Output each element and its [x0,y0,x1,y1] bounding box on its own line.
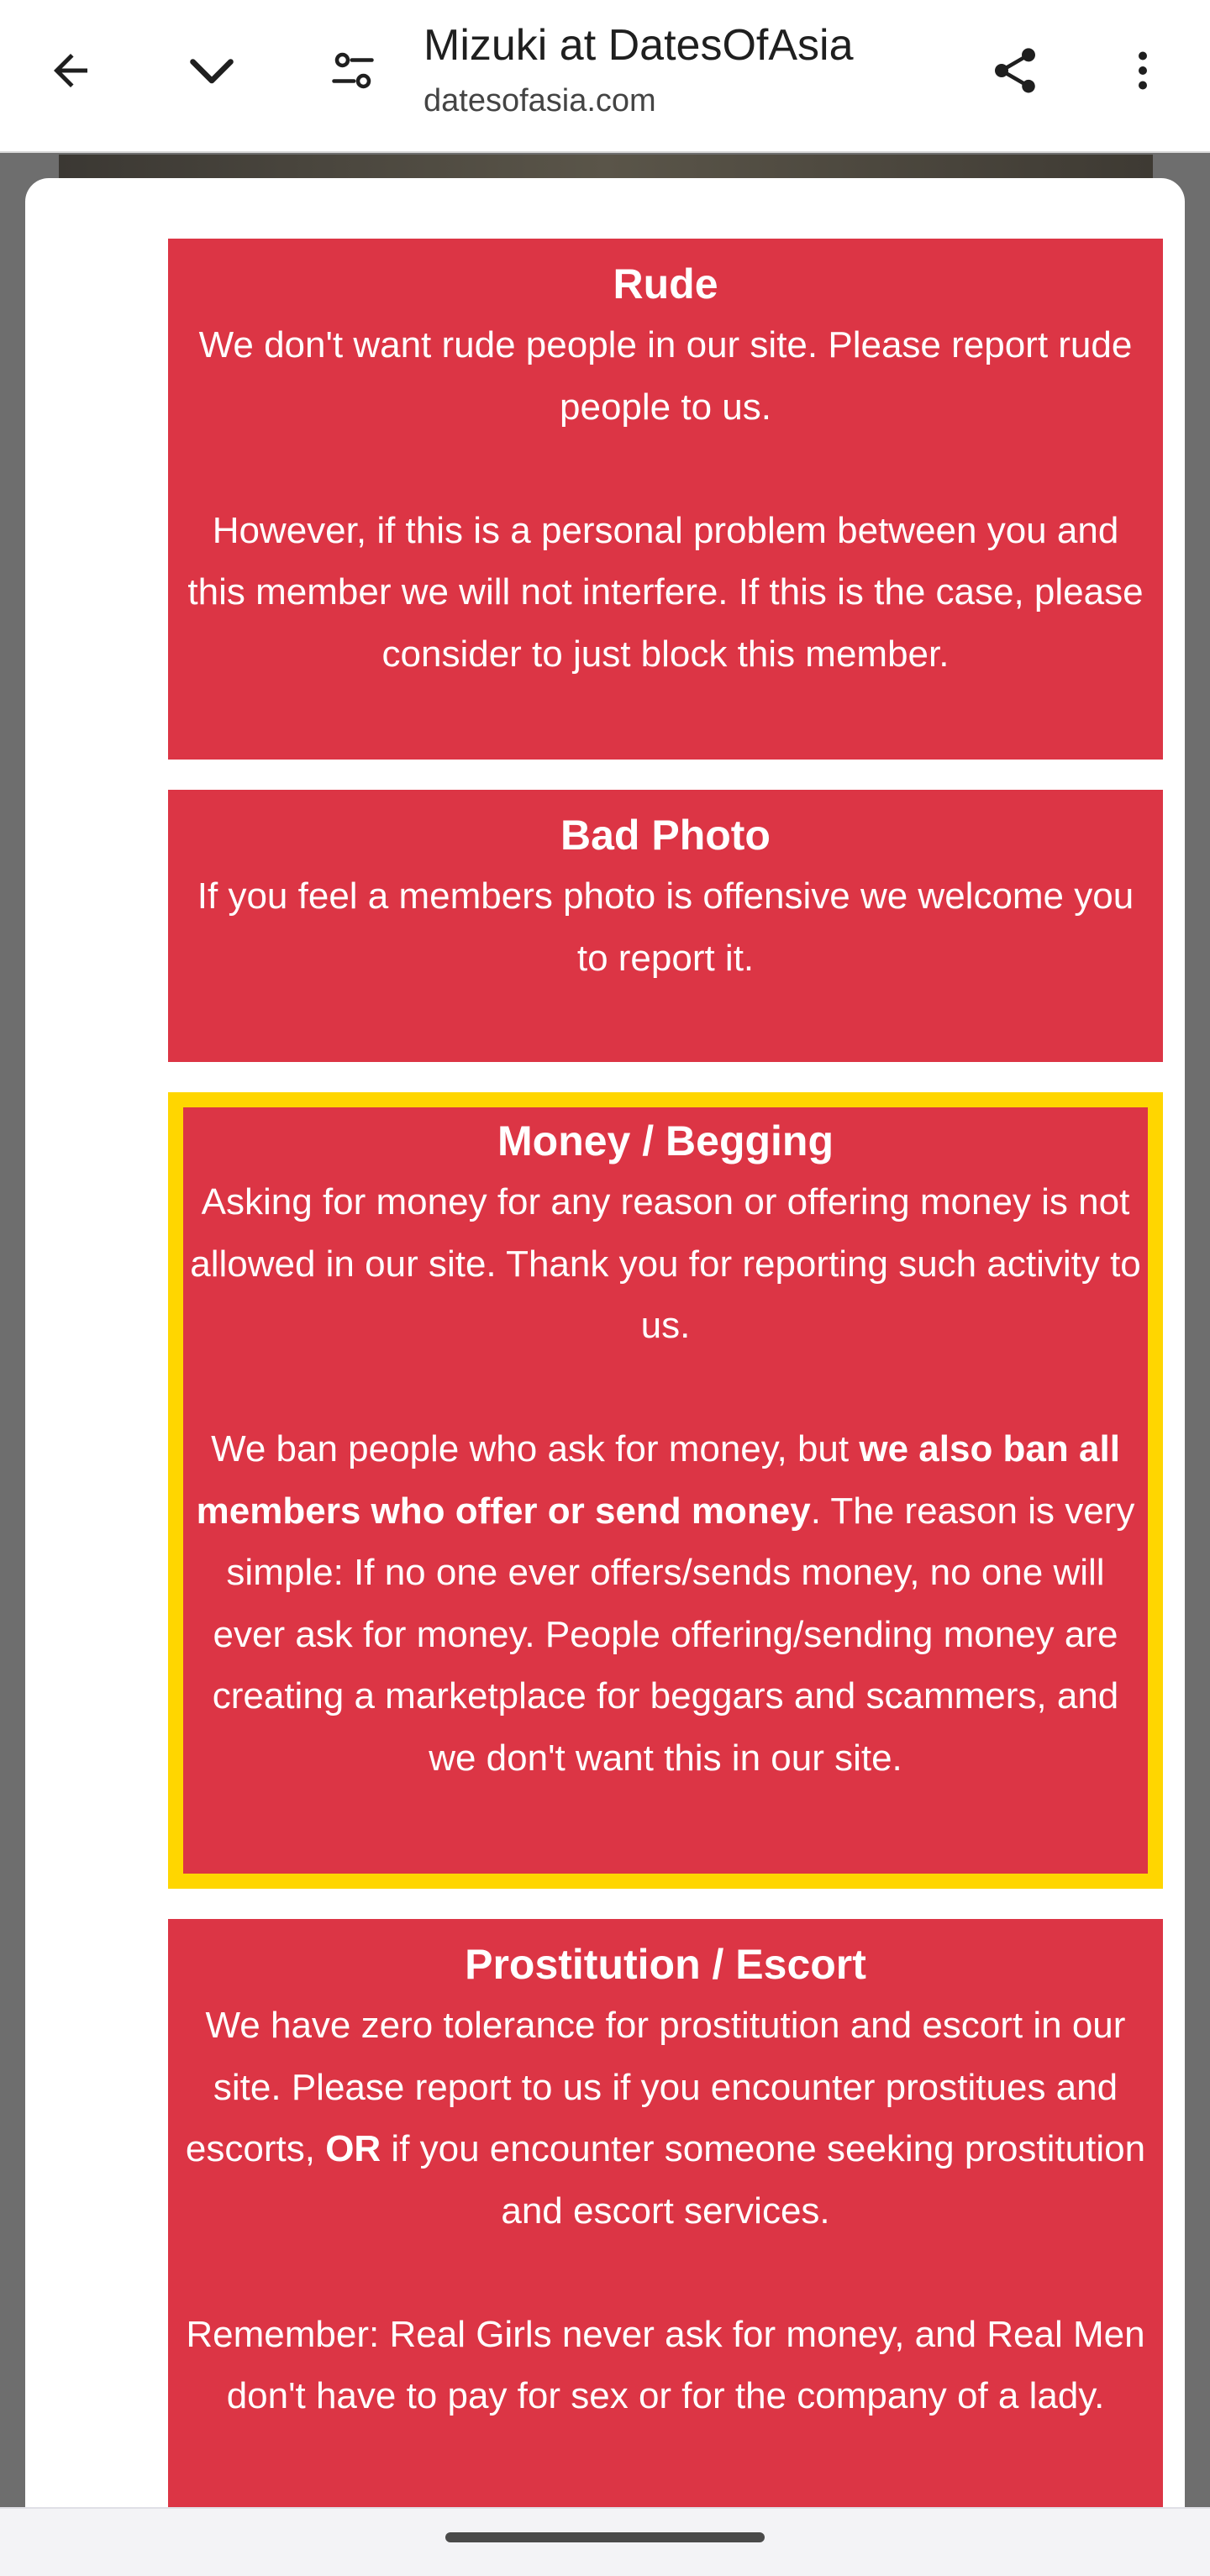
chevron-down-icon [182,40,242,101]
text-run: We have zero tolerance for prostitution and escort in our site. Please report to us if you encounter prostitues and escorts, [185,2005,1126,2169]
page-info[interactable] [424,17,944,123]
card-text [168,1995,1163,2242]
share-icon [988,44,1042,97]
card-text: However, if this is a personal problem between you and this member we will not interfere. If this is the case, please consider to just block this member. [187,509,1144,675]
card-title: Bad Photo [560,812,771,859]
bold-text: we also ban all members who offer or send money [196,1428,1120,1532]
text-run: . The reason is very simple: If no one ever offers/sends money, no one will ever ask for money. People offering/sending money are creating a marketplace for beggars and scammers, and we don't want this in our site. [212,1490,1135,1779]
arrow-left-icon [45,45,96,96]
tune-icon [328,45,378,96]
page-title: Mizuki at DatesOfAsia [424,21,854,70]
card-text: Asking for money for any reason or offering money is not allowed in our site. Thank you for reporting such activity to us. [190,1181,1141,1346]
card-text [190,1418,1141,1789]
card-title: Money / Begging [497,1117,834,1164]
more-vert-icon [1118,45,1168,96]
report-reasons-dialog [25,178,1185,2514]
site-settings-button[interactable] [319,37,387,104]
card-title: Prostitution / Escort [465,1941,866,1988]
browser-toolbar [0,0,1210,153]
card-text: Remember: Real Girls never ask for money, and Real Men don't have to pay for sex or for the company of a lady. [186,2313,1145,2416]
share-button[interactable] [981,37,1049,104]
text-run: if you encounter someone seeking prostitution and escort services. [381,2128,1146,2232]
text-run: We ban people who ask for money, but [211,1428,860,1469]
back-button[interactable] [37,37,104,104]
menu-button[interactable] [1109,37,1176,104]
report-option-bad-photo[interactable] [168,790,1163,1062]
collapse-button[interactable] [178,37,245,104]
profile-photo-background [59,155,1153,180]
report-option-money-begging[interactable] [168,1092,1163,1889]
page-url: datesofasia.com [424,83,656,118]
system-navigation-bar [0,2507,1210,2576]
card-text: If you feel a members photo is offensive we welcome you to report it. [197,875,1134,979]
card-text: We don't want rude people in our site. Please report rude people to us. [198,324,1133,428]
card-title: Rude [613,260,718,308]
report-option-rude[interactable] [168,239,1163,760]
home-gesture-handle[interactable] [445,2532,765,2542]
bold-text: OR [325,2128,381,2169]
report-option-prostitution-escort[interactable] [168,1919,1163,2514]
